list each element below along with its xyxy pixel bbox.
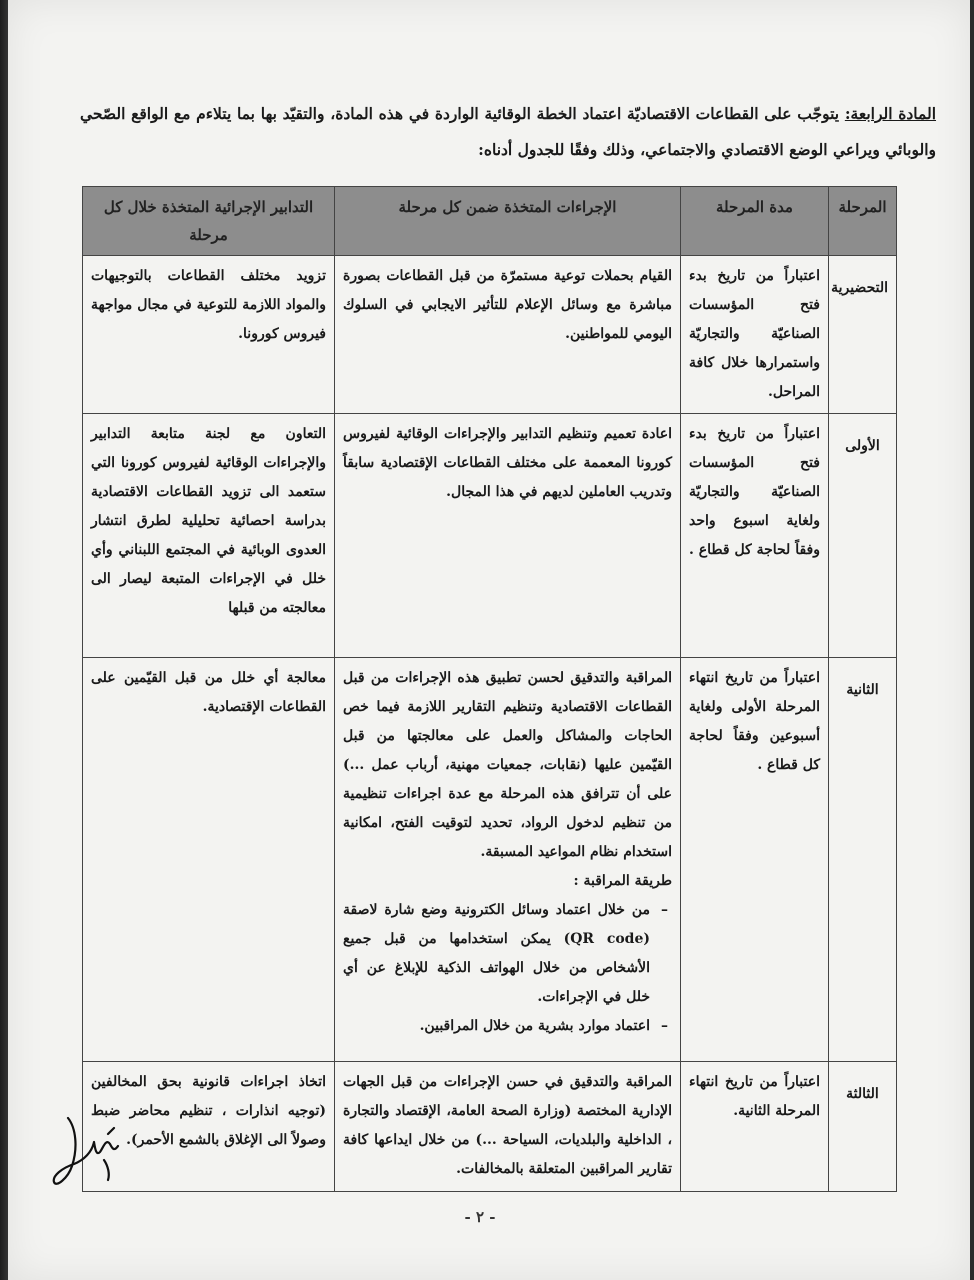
table-row — [83, 256, 897, 414]
table-header-row — [83, 187, 897, 256]
header-measures: التدابير الإجرائية المتخذة خلال كل مرحلة — [83, 187, 335, 256]
phase-actions-paragraph: المراقبة والتدقيق لحسن تطبيق هذه الإجراءات من قبل القطاعات الاقتصادية وتنظيم التقارير اللازمة فيما خص الحاجات والمشاكل والعمل على معالجتها من قبل القيّمين عليها (نقابات، جمعيات مهنية، أرباب عمل ...) على أن تترافق هذه المرحلة مع عدة اجراءات تنظيمية من تنظيم لدخول الرواد، تحديد لتوقيت الفتح، امكانية استخدام نظام المواعيد المسبقة. — [343, 670, 672, 860]
header-actions: الإجراءات المتخذة ضمن كل مرحلة — [335, 187, 681, 256]
phase-duration: اعتباراً من تاريخ انتهاء المرحلة الأولى ولغاية أسبوعين وفقاً لحاجة كل قطاع . — [681, 658, 829, 1062]
list-item — [343, 896, 650, 1012]
table-row — [83, 414, 897, 658]
phase-name: الثانية — [829, 658, 897, 1062]
phase-actions: القيام بحملات توعية مستمرّة من قبل القطاعات بصورة مباشرة مع وسائل الإعلام للتأثير الايجابي في السلوك اليومي للمواطنين. — [335, 256, 681, 414]
header-phase: المرحلة — [829, 187, 897, 256]
phase-name: التحضيرية — [829, 256, 897, 414]
article-intro — [80, 96, 936, 168]
phase-measures: معالجة أي خلل من قبل القيّمين على القطاعات الإقتصادية. — [83, 658, 335, 1062]
phase-duration: اعتباراً من تاريخ بدء فتح المؤسسات الصناعيّة والتجاريّة واستمرارها خلال كافة المراحل. — [681, 256, 829, 414]
phase-measures: تزويد مختلف القطاعات بالتوجيهات والمواد اللازمة للتوعية في مجال مواجهة فيروس كورونا. — [83, 256, 335, 414]
phase-duration: اعتباراً من تاريخ بدء فتح المؤسسات الصناعيّة والتجاريّة ولغاية اسبوع واحد وفقاً لحاجة كل قطاع . — [681, 414, 829, 658]
phases-table — [82, 186, 897, 1192]
table-row — [83, 1062, 897, 1192]
monitoring-item-1-a: من خلال اعتماد وسائل الكترونية وضع شارة لاصقة ( — [343, 902, 651, 947]
phase-name: الثالثة — [829, 1062, 897, 1192]
article-intro-text: يتوجّب على القطاعات الاقتصاديّة اعتماد الخطة الوقائية الواردة في هذه المادة، والتقيّد بها بما يتلاءم مع الواقع الصّحي والوبائي ويراعي الوضع الاقتصادي والاجتماعي، وذلك وفقًا للجدول أدناه: — [80, 104, 936, 159]
table-row — [83, 658, 897, 1062]
monitoring-title: طريقة المراقبة : — [573, 873, 672, 889]
header-duration: مدة المرحلة — [681, 187, 829, 256]
monitoring-item-1-b: ) يمكن استخدامها من قبل جميع الأشخاص من خلال الهواتف الذكية للإبلاغ عن أي خلل في الإجراءات. — [343, 931, 650, 1005]
page-number: - ٢ - — [464, 1208, 496, 1226]
phase-duration: اعتباراً من تاريخ انتهاء المرحلة الثانية. — [681, 1062, 829, 1192]
phase-actions: اعادة تعميم وتنظيم التدابير والإجراءات الوقائية لفيروس كورونا المعممة على مختلف القطاعات الإقتصادية سابقاً وتدريب العاملين لديهم في هذا المجال. — [335, 414, 681, 658]
phase-actions — [335, 658, 681, 1062]
qr-code-label: QR code — [570, 931, 644, 947]
phase-measures: اتخاذ اجراءات قانونية بحق المخالفين (توجيه انذارات ، تنظيم محاضر ضبط وصولاً الى الإغلاق بالشمع الأحمر). — [83, 1062, 335, 1192]
list-item: – اعتماد موارد بشرية من خلال المراقبين. — [343, 1012, 650, 1041]
phase-actions: المراقبة والتدقيق في حسن الإجراءات من قبل الجهات الإدارية المختصة (وزارة الصحة العامة، الإقتصاد والتجارة ، الداخلية والبلديات، السياحة ...) من خلال ايداعها كافة تقارير المراقبين المتعلقة بالمخالفات. — [335, 1062, 681, 1192]
monitoring-list — [343, 896, 672, 1041]
article-label: المادة الرابعة: — [844, 104, 937, 123]
handwritten-signature — [48, 1108, 138, 1198]
phase-name: الأولى — [829, 414, 897, 658]
phase-measures: التعاون مع لجنة متابعة التدابير والإجراءات الوقائية لفيروس كورونا التي ستعمد الى تزويد القطاعات الاقتصادية بدراسة احصائية تحليلية لطرق انتشار العدوى الوبائية في المجتمع اللبناني وأي خلل في الإجراءات المتبعة ليصار الى معالجته من قبلها — [83, 414, 335, 658]
